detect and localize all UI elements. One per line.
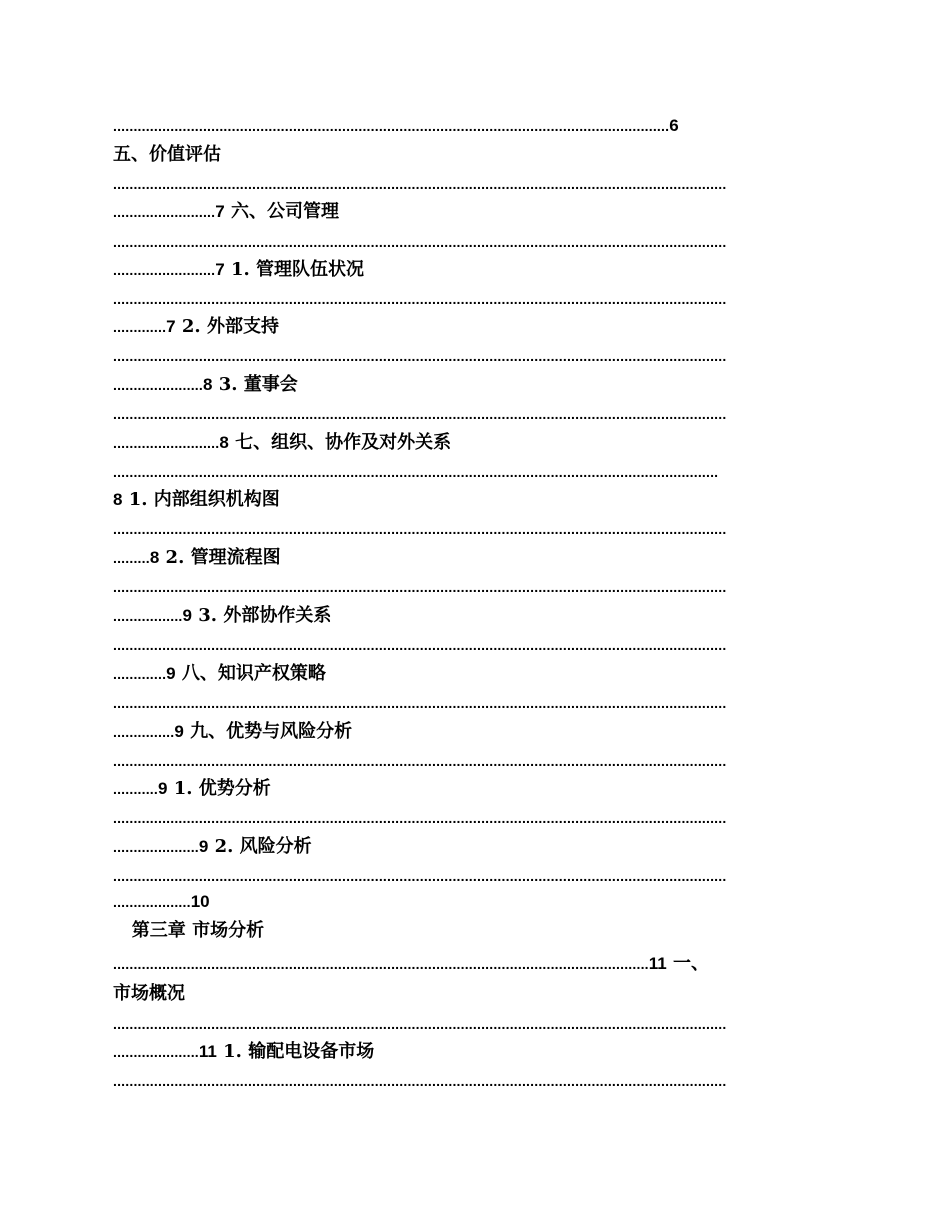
toc-dot-leader: ...................................................................................................................................................... (113, 348, 727, 364)
toc-leader-line[interactable] (113, 230, 837, 254)
toc-entry-title: 1. 管理队伍状况 (224, 259, 365, 280)
toc-entry-title: 七、组织、协作及对外关系 (228, 432, 452, 453)
toc-dot-leader: ...................................................................................................................................................... (113, 695, 727, 711)
toc-entry-title: 六、公司管理 (224, 201, 339, 222)
toc-entry[interactable] (113, 982, 837, 1006)
toc-leader-line[interactable] (113, 460, 829, 484)
toc-entry[interactable] (113, 488, 837, 512)
toc-dot-leader: ............... (113, 724, 175, 740)
toc-page-number: 9 (182, 606, 192, 625)
toc-entry-title: 一、 (666, 953, 710, 974)
toc-dot-leader: ...................................................................................................................................................... (113, 176, 727, 192)
toc-dot-leader: ...................................................................................................................................................... (113, 234, 727, 250)
toc-page-number: 8 (219, 433, 229, 452)
toc-entry-title: 2. 管理流程图 (159, 547, 281, 568)
toc-leader-line[interactable] (113, 691, 837, 715)
toc-dot-leader: ...................................................................................................................................................... (113, 291, 727, 307)
toc-dot-leader: ...................... (113, 377, 203, 393)
toc-page-number: 9 (158, 779, 168, 798)
toc-entry[interactable] (113, 431, 837, 455)
toc-page-number: 8 (149, 548, 160, 567)
toc-entry[interactable] (113, 200, 837, 224)
toc-entry-title: 2. 外部支持 (175, 316, 279, 337)
toc-entry-title: 3. 董事会 (212, 374, 298, 395)
toc-dot-leader: ................................................................................................................................... (113, 956, 649, 972)
toc-page-number: 9 (174, 722, 184, 741)
toc-entry-title: 2. 风险分析 (208, 836, 312, 857)
toc-entry[interactable] (113, 662, 837, 686)
toc-dot-leader: ...................................................................................................................................................... (113, 810, 727, 826)
toc-leader-line[interactable] (113, 402, 837, 426)
toc-dot-leader: ............. (113, 666, 167, 682)
toc-dot-leader: ................... (113, 894, 191, 910)
toc-page-number: 8 (113, 490, 123, 509)
toc-leader-line[interactable] (113, 287, 837, 311)
toc-leader-line[interactable] (113, 633, 837, 657)
toc-page-number: 7 (215, 202, 225, 221)
toc-leader-line[interactable] (113, 344, 837, 368)
toc-entry-title: 五、价值评估 (113, 144, 221, 165)
toc-entry[interactable] (113, 373, 837, 397)
toc-entry-title: 第三章 市场分析 (113, 920, 265, 941)
toc-page-number: 11 (648, 954, 667, 973)
toc-entry[interactable] (113, 952, 829, 976)
toc-page-number: 7 (166, 317, 176, 336)
toc-dot-leader: ......................... (113, 262, 216, 278)
toc-dot-leader: ...................................................................................................................................................... (113, 1016, 727, 1032)
toc-page-number: 9 (198, 837, 209, 856)
toc-dot-leader: ..................... (113, 839, 199, 855)
toc-entry-title: 3. 外部协作关系 (192, 605, 332, 626)
toc-dot-leader: ......... (113, 550, 150, 566)
toc-dot-leader: .......................... (113, 435, 220, 451)
toc-dot-leader: ...................................................................................................................................................... (113, 521, 727, 537)
toc-leader-line[interactable] (113, 517, 837, 541)
toc-page-number: 6 (669, 116, 679, 135)
toc-leader-line[interactable] (113, 864, 837, 888)
toc-leader-line[interactable] (113, 806, 837, 830)
toc-leader-line[interactable] (113, 172, 837, 196)
toc-page-number: 8 (202, 375, 213, 394)
toc-entry-title: 1. 内部组织机构图 (122, 489, 280, 510)
toc-leader-line[interactable] (113, 749, 837, 773)
toc-entry[interactable] (113, 720, 837, 744)
toc-dot-leader: ...................................................................................................................................................... (113, 753, 727, 769)
toc-page-number: 10 (190, 892, 210, 911)
toc-dot-leader: ................. (113, 608, 183, 624)
toc-chapter-heading[interactable] (113, 919, 837, 943)
toc-entry[interactable] (113, 546, 837, 570)
toc-dot-leader: ......................... (113, 204, 216, 220)
toc-dot-leader: ...................................................................................................................................................... (113, 406, 727, 422)
toc-dot-leader: ...................................................................................................................................................... (113, 868, 727, 884)
toc-dot-leader: ........... (113, 781, 158, 797)
toc-leader-line[interactable] (113, 114, 837, 138)
toc-dot-leader: ...................................................................................................................................................... (113, 637, 727, 653)
toc-leader-line[interactable] (113, 1012, 837, 1036)
toc-entry-title: 1. 优势分析 (167, 778, 271, 799)
toc-entry[interactable] (113, 777, 837, 801)
toc-entry[interactable] (113, 258, 837, 282)
toc-page-number: 9 (166, 664, 176, 683)
toc-entry-title: 1. 输配电设备市场 (216, 1041, 375, 1062)
toc-entry[interactable] (113, 315, 837, 339)
toc-leader-line[interactable] (113, 575, 837, 599)
toc-dot-leader: ............. (113, 319, 167, 335)
toc-dot-leader: ...................................................................................................................................................... (113, 1073, 727, 1089)
toc-dot-leader: ..................... (113, 1044, 199, 1060)
toc-page-number: 7 (215, 260, 225, 279)
toc-dot-leader: .................................................................................................................................................... (113, 464, 719, 480)
toc-leader-line[interactable] (113, 1069, 837, 1093)
toc-entry[interactable] (113, 890, 837, 914)
toc-entry-title: 八、知识产权策略 (175, 663, 326, 684)
toc-dot-leader: ........................................................................................................................................ (113, 118, 670, 134)
toc-page-number: 11 (198, 1042, 217, 1061)
toc-entry-title: 市场概况 (113, 983, 185, 1004)
toc-entry[interactable] (113, 604, 837, 628)
toc-entry[interactable] (113, 143, 837, 167)
toc-dot-leader: ...................................................................................................................................................... (113, 579, 727, 595)
toc-entry-title: 九、优势与风险分析 (183, 721, 353, 742)
toc-entry[interactable] (113, 835, 837, 859)
toc-entry[interactable] (113, 1040, 837, 1064)
